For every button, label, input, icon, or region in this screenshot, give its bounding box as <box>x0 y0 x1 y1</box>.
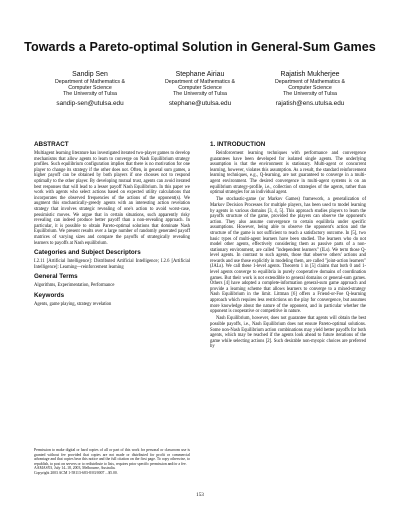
author-affiliation-line: The University of Tulsa <box>63 91 117 98</box>
author-3 <box>250 70 370 109</box>
author-affiliation-line: The University of Tulsa <box>173 91 227 98</box>
keywords-text: Agents, game playing, strategy revelation <box>34 301 112 307</box>
right-column <box>210 138 366 352</box>
categories-heading: Categories and Subject Descriptors <box>34 249 141 257</box>
author-name: Rajatish Mukherjee <box>280 71 340 78</box>
author-affiliation-line: Department of Mathematics & <box>54 79 126 85</box>
abstract-text: Multiagent learning literature has investigated iterated two-player games to develop mechanisms that allow agents to learn to converge on Nash Equilibrium strategy profiles. Such equilibrium configuration implies that there is no motivation for one player to change its strategy if the other does not. Often, in general sum games, a higher payoff can be obtained by both players if one chooses not to respond optimally to the other player. By developing mutual trust, agents can avoid iterated best responses that will lead to a lesser payoff Nash Equilibrium. In this paper we work with agents who select actions based on expected utility calculations that incorporates the observed frequencies of the actions of the opponent(s). We augment this stochastically-greedy agents with an interesting action revelation strategy that involves strategic revealing of one's action to avoid worst-case, pessimistic moves. We argue that in certain situations, such apparently risky revealing can indeed produce better payoff than a non-revealing approach. In particular, it is possible to obtain Pareto-optimal solutions that dominate Nash Equilibrium. We present results over a large number of randomly generated payoff matrices of varying sizes and compare the payoffs of strategically revealing learners to payoffs at Nash equilibrium. <box>34 151 190 246</box>
permission-notice: Permission to make digital or hard copies of all or part of this work for personal or classroom use is granted without fee provided that copies are not made or distributed for profit or commercial advantage and that copies bear this notice and the full citation on the first page. To copy otherwise, to republish, to post on servers or to redistribute to lists, requires prior specific permission and/or a fee. <box>34 448 190 466</box>
author-affiliation-line: Department of Mathematics & <box>274 79 346 85</box>
conference-notice: AAMAS'03, July 14–18, 2003, Melbourne, Australia. <box>34 466 116 471</box>
author-email: sandip-sen@utulsa.edu <box>56 99 124 107</box>
author-affiliation-line: Computer Science <box>178 85 222 92</box>
general-terms-text: Algorithms, Experimentation, Performance <box>34 283 115 289</box>
left-column <box>34 138 190 309</box>
introduction-heading: 1. INTRODUCTION <box>210 141 266 148</box>
general-terms-heading: General Terms <box>34 273 78 281</box>
keywords-heading: Keywords <box>34 291 65 299</box>
author-name: Sandip Sen <box>72 71 108 78</box>
copyright-notice: Copyright 2003 ACM 1-58113-683-8/03/0007 ...$5.00. <box>34 470 118 475</box>
abstract-heading: ABSTRACT <box>34 141 69 148</box>
page-number: 153 <box>196 492 204 498</box>
author-affiliation-line: Computer Science <box>68 85 112 92</box>
categories-text: I.2.11 [Artificial Intelligence]: Distributed Artificial Intelligence; I.2.6 [Artificial Intelligence]: Learning—reinforcement learning <box>34 259 190 270</box>
author-email: rajatish@ens.utulsa.edu <box>275 99 345 107</box>
intro-paragraph-3: Nash Equilibrium, however, does not guarantee that agents will obtain the best possible payoffs, i.e., Nash Equilibrium does not ensure Pareto-optimal solutions. Some non-Nash Equilibrium action combinations may yield better payoffs for both agents, which may be reached if the agents look ahead to future iterations of the game while selecting actions [2]. Such desirable non-myopic choices are preferred by <box>210 316 366 350</box>
author-2 <box>140 70 260 109</box>
author-email: stephane@utulsa.edu <box>168 99 232 107</box>
author-block <box>30 70 370 122</box>
author-affiliation-line: Computer Science <box>288 85 332 92</box>
copyright-footnote <box>34 448 190 476</box>
author-affiliation-line: Department of Mathematics & <box>164 79 236 85</box>
intro-paragraph-2: The stochastic-game (or Markov Games) framework, a generalization of Markov Decision Processes for multiple players, has been used to model learning by agents in various domains [3, 4, 5]. This approach studies players to learn the payoffs structure of the game, provided the players can observe the opponent's action. They also assume convergence to certain equilibria under specific assumptions. However, being able to observe the opponent's action and the structure of the game is not sufficient to reach a satisfactory outcome. In [5], two basic types of multi-agent learners have been studied. The learners who do not model other agents, effectively considering them as passive parts of a non-stationary environment, are called "independent learners" (ILs). We term those Q-level agents. In contrast to such agents, those that observe others' actions and rewards and use those explicitly in modeling them, are called "joint-action learners" (JALs). We call these 1-level agents. Theorem 1 in [5] claims that both 0 and 1-level agents converge to equilibria in purely cooperative domains of coordination games. But their work is not extendible to general domains or general-sum games. Others [4] have adopted a complete-information general-sum game approach and provide a learning scheme that allows learners to converge to a mixed-strategy Nash Equilibrium in the limit. Littman [6] offers a Friend-or-Foe Q-learning approach which requires less restrictions on the play for convergence, but assumes more knowledge about the nature of the opponent, and in particular whether the opponent is cooperative or competitive in nature. <box>210 197 366 315</box>
author-name: Stephane Airiau <box>175 71 225 78</box>
paper-title: Towards a Pareto-optimal Solution in General-Sum Games <box>24 40 376 54</box>
author-1 <box>30 70 150 109</box>
intro-paragraph-1: Reinforcement learning techniques with performance and convergence guarantees have been developed for isolated single agents. The underlying assumption is that the environment is stationary. Multi-agent or concurrent learning, however, violates this assumption. As a result, the standard reinforcement learning techniques, e.g., Q-learning, are not guaranteed to converge in a multi-agent environment. The desired convergence in multi-agent systems is on an equilibrium strategy-profile, i.e., collection of strategies of the agents, rather than optimal strategies for an individual agent. <box>210 151 366 196</box>
author-affiliation-line: The University of Tulsa <box>283 91 337 98</box>
